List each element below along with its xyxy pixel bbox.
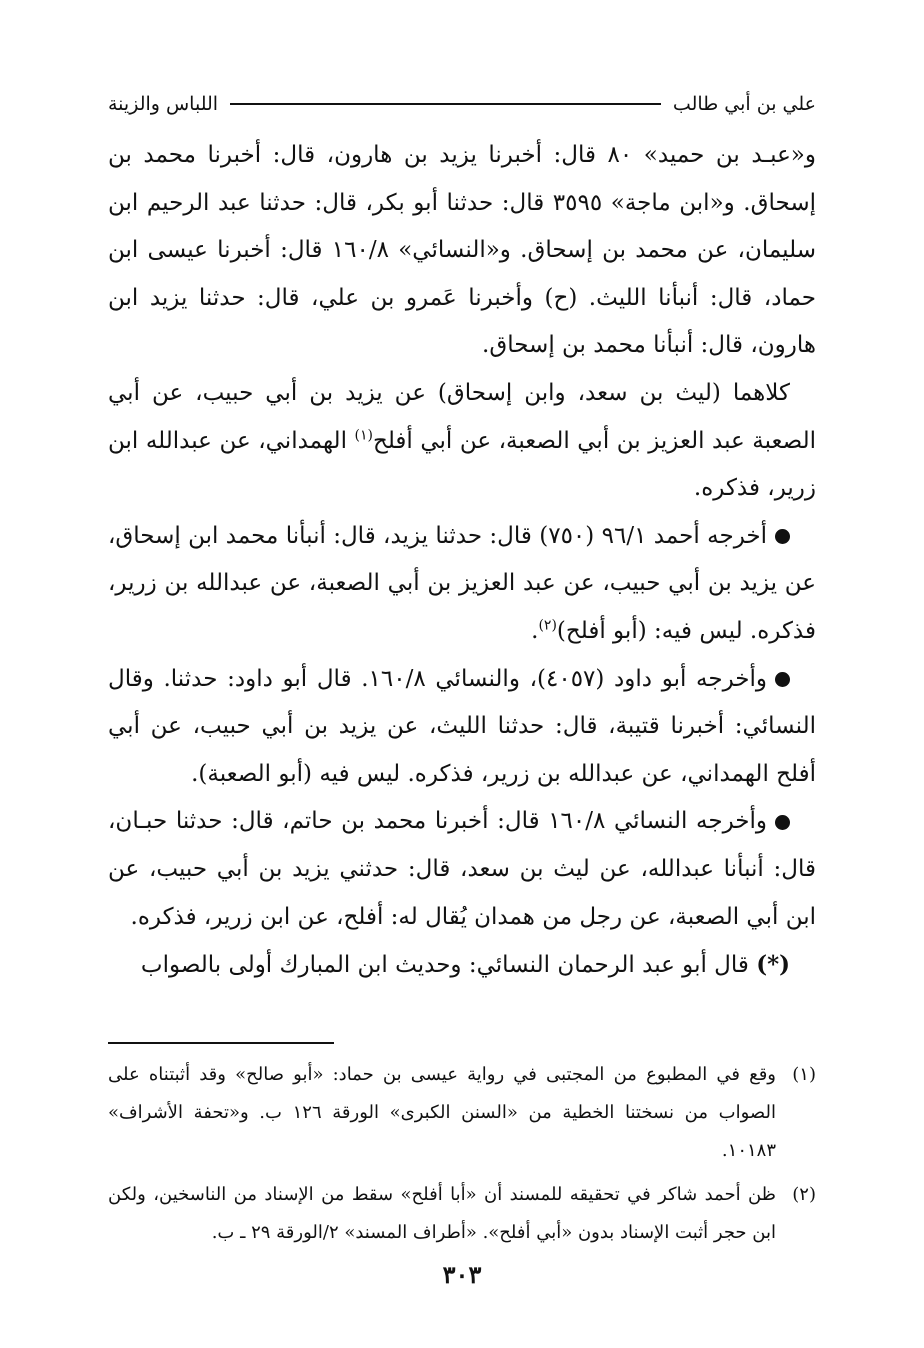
footnote-reference: (١)	[354, 426, 373, 443]
page-number: ٣٠٣	[442, 1260, 482, 1289]
paragraph	[108, 370, 816, 513]
bullet-icon	[775, 672, 790, 687]
footnote-text: ظن أحمد شاكر في تحقيقه للمسند أن «أبا أفلح» سقط من الإسناد من الناسخين، ولكن ابن حجر أثبت الإسناد بدون «أبي أفلح». «أطراف المسند» ٢/الورقة ٢٩ ـ ب.	[108, 1184, 776, 1243]
paragraph	[108, 798, 816, 941]
footnote-text: وقع في المطبوع من المجتبى في رواية عيسى بن حماد: «أبو صالح» وقد أثبتناه على الصواب من نسختنا الخطية من «السنن الكبرى» الورقة ١٢٦ ب. و«تحفة الأشراف» ١٠١٨٣.	[108, 1064, 776, 1161]
paragraph	[108, 513, 816, 656]
running-header	[108, 86, 816, 122]
paragraph	[108, 132, 816, 370]
bullet-icon	[775, 815, 790, 830]
paragraph	[108, 656, 816, 799]
main-text	[108, 132, 816, 990]
star-marker: (*)	[756, 951, 790, 979]
paragraph-text: كلاهما (ليث بن سعد، وابن إسحاق) عن يزيد بن أبي حبيب، عن أبي الصعبة عبد العزيز بن أبي الصعبة، عن أبي أفلح	[108, 379, 816, 454]
paragraph	[108, 941, 816, 990]
paragraph-text: و«عبـد بن حميد» ٨٠ قال: أخبرنا يزيد بن هارون، قال: أخبرنا محمد بن إسحاق. و«ابن ماجة» ٣٥٩٥ قال: حدثنا أبو بكر، قال: حدثنا عبد الرحيم ابن سليمان، عن محمد بن إسحاق. و«النسائي» ١٦٠/٨ قال: أخبرنا عيسى ابن حماد، قال: أنبأنا الليث. (ح) وأخبرنا عَمرو بن علي، قال: حدثنا يزيد ابن هارون، قال: أنبأنا محمد بن إسحاق.	[108, 142, 816, 359]
footnote	[108, 1176, 816, 1252]
paragraph-text: وأخرجه النسائي ١٦٠/٨ قال: أخبرنا محمد بن حاتم، قال: حدثنا حبـان، قال: أنبأنا عبدالله، عن ليث بن سعد، قال: حدثني يزيد بن أبي حبيب، عن ابن أبي الصعبة، عن رجل من همدان يُقال له: أفلح، عن ابن زرير، فذكره.	[108, 808, 816, 930]
footnote-number: (١)	[792, 1064, 816, 1085]
bullet-icon	[775, 529, 790, 544]
paragraph-text: قال أبو عبد الرحمان النسائي: وحديث ابن المبارك أولى بالصواب	[140, 952, 757, 979]
footnote-separator	[108, 1042, 334, 1044]
header-right-title: علي بن أبي طالب	[672, 93, 816, 115]
paragraph-text: .	[531, 617, 539, 644]
footnotes	[108, 1056, 816, 1258]
footnote-number: (٢)	[792, 1184, 816, 1205]
paragraph-text: أخرجه أحمد ٩٦/١ (٧٥٠) قال: حدثنا يزيد، قال: أنبأنا محمد ابن إسحاق، عن يزيد بن أبي حبيب، عن عبد العزيز بن أبي الصعبة، عن عبدالله بن زرير، فذكره. ليس فيه: (أبو أفلح)	[108, 522, 816, 644]
footnote-reference: (٢)	[538, 617, 557, 634]
header-rule	[230, 103, 661, 105]
paragraph-text: وأخرجه أبو داود (٤٠٥٧)، والنسائي ١٦٠/٨. قال أبو داود: حدثنا. وقال النسائي: أخبرنا قتيبة، قال: حدثنا الليث، عن يزيد بن أبي حبيب، عن أبي أفلح الهمداني، عن عبدالله بن زرير، فذكره. ليس فيه (أبو الصعبة).	[108, 665, 816, 787]
paragraph-text: الهمداني، عن عبدالله ابن زرير، فذكره.	[108, 427, 816, 502]
footnote	[108, 1056, 816, 1170]
header-left-title: اللباس والزينة	[108, 93, 219, 115]
